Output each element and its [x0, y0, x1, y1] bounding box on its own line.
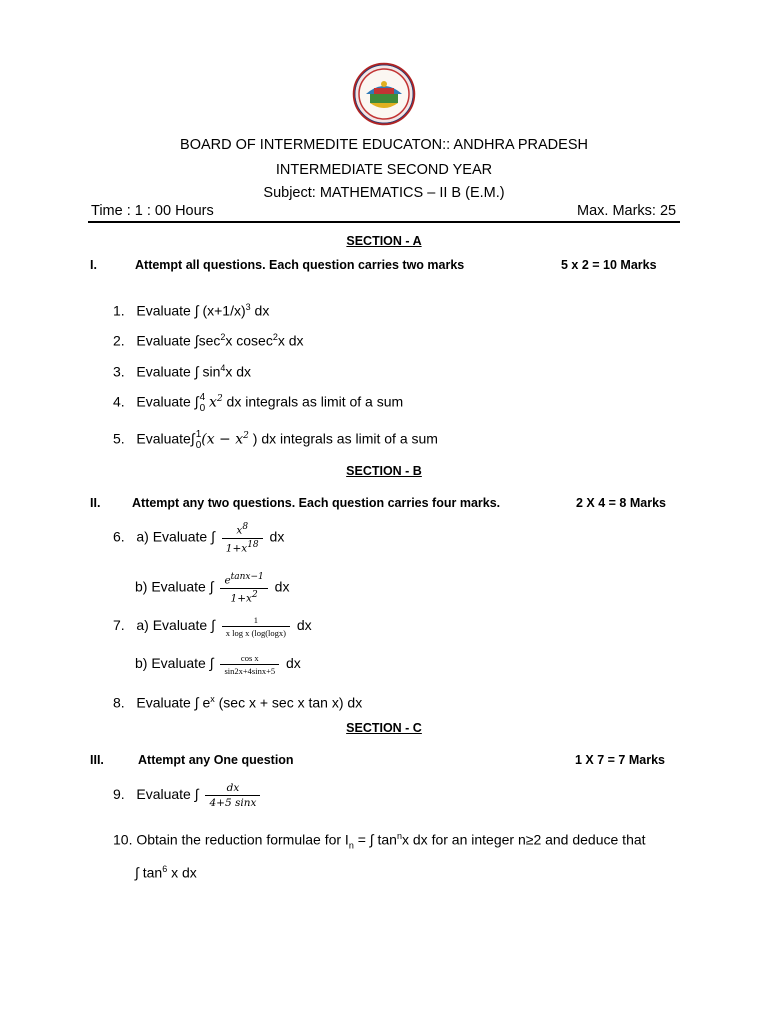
- question-4: 4. Evaluate ∫4 0 $x^2$ dx integrals as limit of a sum: [113, 392, 404, 414]
- section-b-marks: 2 X 4 = 8 Marks: [576, 496, 666, 510]
- board-logo: [352, 62, 416, 126]
- section-c-instruction: Attempt any One question: [138, 753, 294, 767]
- question-7b: b) Evaluate ∫ $\frac{\text{cos x}}{\sin 2x+4\sin x+5}$ dx: [135, 653, 301, 676]
- section-c-title: SECTION - C: [346, 721, 422, 735]
- question-10: 10. Obtain the reduction formulae for $I_n$ = ∫ $\tan^nx$ dx for an integer n≥2 and deduce that: [113, 831, 646, 851]
- section-a-instruction: Attempt all questions. Each question carries two marks: [135, 258, 465, 272]
- question-1: 1. Evaluate ∫ $(x+1/x)^3$ dx: [113, 302, 270, 319]
- section-c-marks: 1 X 7 = 7 Marks: [575, 753, 665, 767]
- question-9: 9. Evaluate ∫ $\frac{dx}{4+5 \sin x}$: [113, 782, 263, 809]
- year-title: INTERMEDIATE SECOND YEAR: [275, 162, 493, 178]
- board-title: BOARD OF INTERMEDITE EDUCATON:: ANDHRA PRADESH: [180, 137, 588, 153]
- section-b-roman: II.: [90, 496, 101, 510]
- header-rule: [88, 221, 680, 223]
- time-label: Time : 1 : 00 Hours: [91, 203, 214, 219]
- section-a-marks: 5 x 2 = 10 Marks: [561, 258, 657, 272]
- section-b-title: SECTION - B: [346, 464, 422, 478]
- section-c-roman: III.: [90, 753, 104, 767]
- section-a-title: SECTION - A: [346, 234, 422, 248]
- question-5: 5. Evaluate∫1 $0(x - x^2$ ) dx integrals as limit of a sum: [113, 429, 438, 451]
- question-7a: 7. a) Evaluate ∫ $\frac{1}{\text{x log x (log(logx)}}$ dx: [113, 615, 312, 638]
- question-6a: 6. a) Evaluate ∫ $\frac{x^8}{1+x^{18}}$ dx: [113, 522, 285, 554]
- question-2: 2. Evaluate $\int\sec^2x$ cosec$^2$x dx: [113, 332, 304, 349]
- subject-title: Subject: MATHEMATICS – II B (E.M.): [263, 185, 505, 201]
- question-3: 3. Evaluate ∫ $\sin^4x$ dx: [113, 363, 252, 380]
- section-a-roman: I.: [90, 258, 97, 272]
- question-8: 8. Evaluate ∫ $e^x$ (sec x + sec x tan x) dx: [113, 694, 363, 711]
- section-b-instruction: Attempt any two questions. Each question carries four marks.: [132, 496, 501, 510]
- question-6b: b) Evaluate ∫ $\frac{e^{tanx-1}}{1+x^2}$ dx: [135, 572, 290, 604]
- max-marks-label: Max. Marks: 25: [577, 203, 677, 219]
- question-10-deduce: ∫ $\tan^6 x$ dx: [135, 864, 197, 881]
